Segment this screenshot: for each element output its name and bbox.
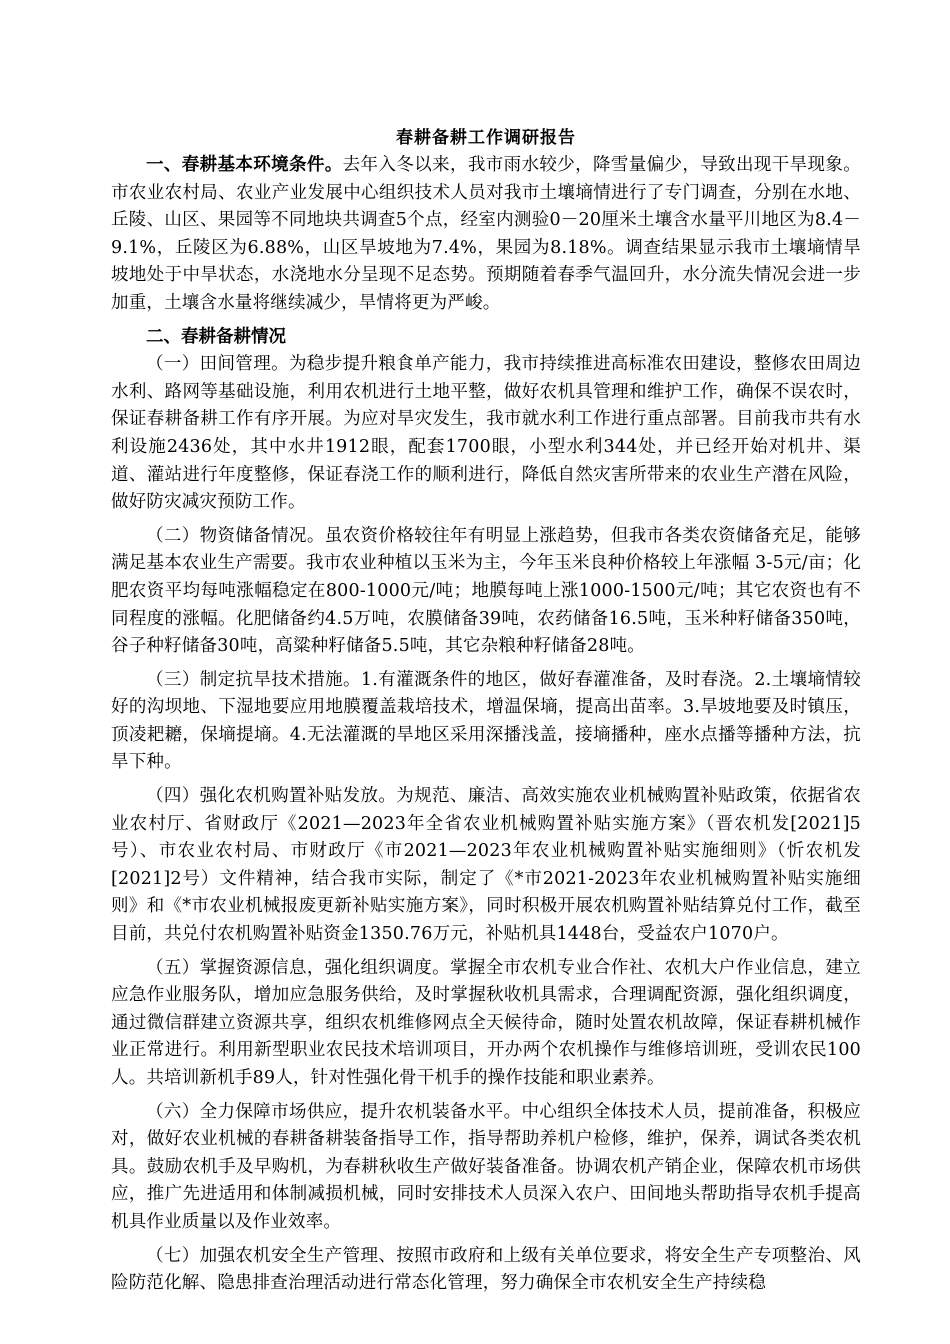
document-title: 春耕备耕工作调研报告 (396, 128, 576, 148)
paragraph-drought-measures: （三）制定抗旱技术措施。1.有灌溉条件的地区，做好春灌准备，及时春浇。2.土壤墒情较好的沟坝地、下湿地要应用地膜覆盖栽培技术，增温保墒，提高出苗率。3.旱坡地要及时镇压，顶凌耙耱，保墒提墒。4.无法灌溉的旱地区采用深播浅盖，接墒播种，座水点播等播种方法，抗旱下种。 (111, 669, 861, 773)
paragraph-resource-dispatch: （五）掌握资源信息，强化组织调度。掌握全市农机专业合作社、农机大户作业信息，建立应急作业服务队，增加应急服务供给，及时掌握秋收机具需求，合理调配资源，强化组织调度，通过微信群建立资源共享，组织农机维修网点全天候待命，随时处置农机故障，保证春耕机械作业正常进行。利用新型职业农民技术培训项目，开办两个农机操作与维修培训班，受训农民100人。共培训新机手89人，针对性强化骨干机手的操作技能和职业素养。 (111, 957, 861, 1088)
section-1-body: 去年入冬以来，我市雨水较少，降雪量偏少，导致出现干旱现象。市农业农村局、农业产业发展中心组织技术人员对我市土壤墒情进行了专门调查，分别在水地、丘陵、山区、果园等不同地块共调查5个点，经室内测验0－20厘米土壤含水量平川地区为8.4－9.1%，丘陵区为6.88%，山区旱坡地为7.4%，果园为8.18%。调查结果显示我市土壤墒情旱坡地处于中旱状态，水浇地水分呈现不足态势。预期随着春季气温回升，水分流失情况会进一步加重，土壤含水量将继续减少，旱情将更为严峻。 (111, 155, 861, 313)
paragraph-safety-management: （七）加强农机安全生产管理、按照市政府和上级有关单位要求，将安全生产专项整治、风险防范化解、隐患排查治理活动进行常态化管理，努力确保全市农机安全生产持续稳 (111, 1245, 861, 1294)
paragraph-market-supply: （六）全力保障市场供应，提升农机装备水平。中心组织全体技术人员，提前准备，积极应对，做好农业机械的春耕备耕装备指导工作，指导帮助养机户检修，维护，保养，调试各类农机具。鼓励农机手及早购机，为春耕秋收生产做好装备准备。协调农机产销企业，保障农机市场供应，推广先进适用和体制减损机械，同时安排技术人员深入农户、田间地头帮助指导农机手提高机具作业质量以及作业效率。 (111, 1101, 861, 1232)
paragraph-machinery-subsidy: （四）强化农机购置补贴发放。为规范、廉洁、高效实施农业机械购置补贴政策，依据省农业农村厅、省财政厅《2021—2023年全省农业机械购置补贴实施方案》（晋农机发[2021]5号）、市农业农村局、市财政厅《市2021—2023年农业机械购置补贴实施细则》（忻农机发[2021]2号）文件精神，结合我市实际，制定了《*市2021-2023年农业机械购置补贴实施细则》和《*市农业机械报废更新补贴实施方案》，同时积极开展农机购置补贴结算兑付工作，截至目前，共兑付农机购置补贴资金1350.76万元，补贴机具1448台，受益农户1070户。 (111, 786, 861, 945)
paragraph-material-reserves: （二）物资储备情况。虽农资价格较往年有明显上涨趋势，但我市各类农资储备充足，能够满足基本农业生产需要。我市农业种植以玉米为主，今年玉米良种价格较上年涨幅 3-5元/亩；化肥农资平均每吨涨幅稳定在800-1000元/吨；地膜每吨上涨1000-1500元/吨；其它农资也有不同程度的涨幅。化肥储备约4.5万吨，农膜储备39吨，农药储备16.5吨，玉米种籽储备350吨，谷子种籽储备30吨，高粱种籽储备5.5吨，其它杂粮种籽储备28吨。 (111, 525, 861, 657)
section-1-heading: 一、春耕基本环境条件。 (146, 155, 343, 175)
document-body (111, 124, 861, 1298)
section-1-paragraph (111, 152, 861, 318)
section-2-heading: 二、春耕备耕情况 (146, 326, 286, 347)
paragraph-field-management: （一）田间管理。为稳步提升粮食单产能力，我市持续推进高标准农田建设，整修农田周边水利、路网等基础设施，利用农机进行土地平整，做好农机具管理和维护工作，确保不误农时，保证春耕备耕工作有序开展。为应对旱灾发生，我市就水利工作进行重点部署。目前我市共有水利设施2436处，其中水井1912眼，配套1700眼，小型水利344处，并已经开始对机井、渠道、灌站进行年度整修，保证春浇工作的顺利进行，降低自然灾害所带来的农业生产潜在风险，做好防灾减灾预防工作。 (111, 354, 861, 513)
